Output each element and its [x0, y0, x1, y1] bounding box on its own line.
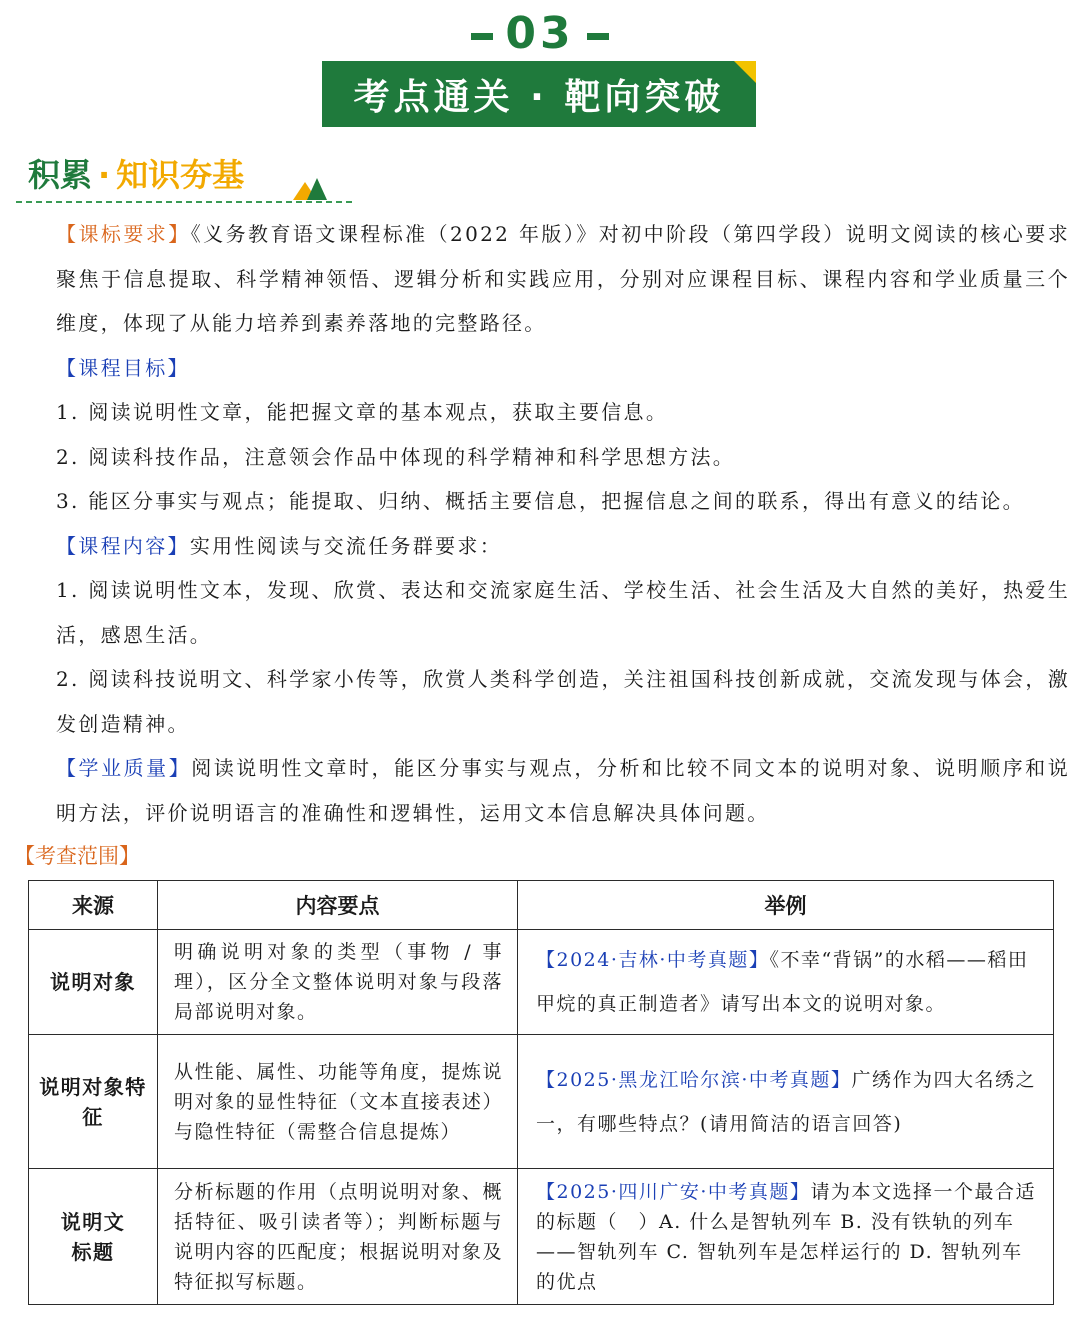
mountain-icon	[293, 176, 327, 200]
banner-corner-decoration	[734, 61, 756, 83]
main-text	[12, 212, 1070, 835]
source-cell: 说明对象特征	[29, 1035, 158, 1169]
table-row	[29, 930, 1054, 1035]
example-tag: 【2025·黑龙江哈尔滨·中考真题】	[536, 1068, 852, 1091]
section-banner: 考点通关 · 靶向突破	[322, 61, 756, 127]
example-tag: 【2025·四川广安·中考真题】	[536, 1180, 811, 1203]
standard-tag: 【课标要求】	[56, 222, 191, 246]
dash-right	[587, 33, 609, 40]
table-row	[29, 1169, 1054, 1305]
content-intro: 实用性阅读与交流任务群要求：	[189, 533, 503, 558]
standard-text: 《义务教育语文课程标准（2022 年版）》对初中阶段（第四学段）说明文阅读的核心要求聚焦于信息提取、科学精神领悟、逻辑分析和实践应用，分别对应课程目标、课程内容和学业质量三个维度，体现了从能力培养到素养落地的完整路径。	[56, 222, 1070, 335]
content-tag: 【课程内容】	[56, 533, 190, 558]
example-text: 广绣作为四大名绣之一，有哪些特点？(请用简洁的语言回答)	[536, 1068, 1036, 1135]
goals-heading	[12, 346, 1070, 391]
goal-item: 3. 能区分事实与观点；能提取、归纳、概括主要信息，把握信息之间的联系，得出有意义的结论。	[56, 489, 1025, 513]
content-paragraph	[12, 524, 1070, 569]
column-header: 来源	[29, 881, 158, 930]
standard-paragraph	[12, 212, 1070, 346]
subsection-title-part1: 积累	[28, 156, 93, 194]
points-cell: 分析标题的作用（点明说明对象、概括特征、吸引读者等）；判断标题与说明内容的匹配度；根据说明对象及特征拟写标题。	[158, 1169, 518, 1305]
example-text: 《不幸“背锅”的水稻——稻田甲烷的真正制造者》请写出本文的说明对象。	[536, 949, 1029, 1015]
section-number	[0, 8, 1080, 59]
subsection-title-part2: 知识夯基	[116, 156, 245, 194]
section-number-text: 03	[505, 8, 575, 59]
content-item: 2. 阅读科技说明文、科学家小传等，欣赏人类科学创造，关注祖国科技创新成就，交流发现与体会，激发创造精神。	[56, 667, 1070, 736]
points-cell: 明确说明对象的类型（事物 / 事理），区分全文整体说明对象与段落局部说明对象。	[158, 930, 518, 1035]
column-header: 内容要点	[158, 881, 518, 930]
dash-left	[471, 33, 493, 40]
subsection-title	[28, 150, 244, 196]
content-item: 1. 阅读说明性文本，发现、欣赏、表达和交流家庭生活、学校生活、社会生活及大自然的美好，热爱生活，感恩生活。	[56, 578, 1070, 647]
example-cell	[518, 1035, 1054, 1169]
quality-tag: 【学业质量】	[56, 756, 192, 780]
example-tag: 【2024·吉林·中考真题】	[536, 949, 770, 971]
example-cell	[518, 1169, 1054, 1305]
example-cell	[518, 930, 1054, 1035]
points-cell: 从性能、属性、功能等角度，提炼说明对象的显性特征（文本直接表述）与隐性特征（需整合信息提炼）	[158, 1035, 518, 1169]
goal-item: 1. 阅读说明性文章，能把握文章的基本观点，获取主要信息。	[56, 400, 669, 424]
table-header-row	[29, 881, 1054, 930]
quality-text: 阅读说明性文章时，能区分事实与观点，分析和比较不同文本的说明对象、说明顺序和说明方法，评价说明语言的准确性和逻辑性，运用文本信息解决具体问题。	[56, 756, 1070, 825]
section-divider	[16, 201, 352, 203]
source-cell: 说明文标题	[29, 1169, 158, 1305]
quality-paragraph	[12, 746, 1070, 835]
subsection-title-dot: ·	[98, 156, 111, 194]
goal-item: 2. 阅读科技作品，注意领会作品中体现的科学精神和科学思想方法。	[56, 444, 736, 469]
scope-title: 【考查范围】	[14, 844, 140, 868]
example-text: 请为本文选择一个最合适的标题（ ）A. 什么是智轨列车 B. 没有铁轨的列车——智轨列车 C. 智轨列车是怎样运行的 D. 智轨列车的优点	[536, 1180, 1036, 1293]
scope-table	[28, 880, 1054, 1305]
source-cell: 说明对象	[29, 930, 158, 1035]
column-header: 举例	[518, 881, 1054, 930]
goals-tag: 【课程目标】	[56, 355, 190, 380]
table-row	[29, 1035, 1054, 1169]
